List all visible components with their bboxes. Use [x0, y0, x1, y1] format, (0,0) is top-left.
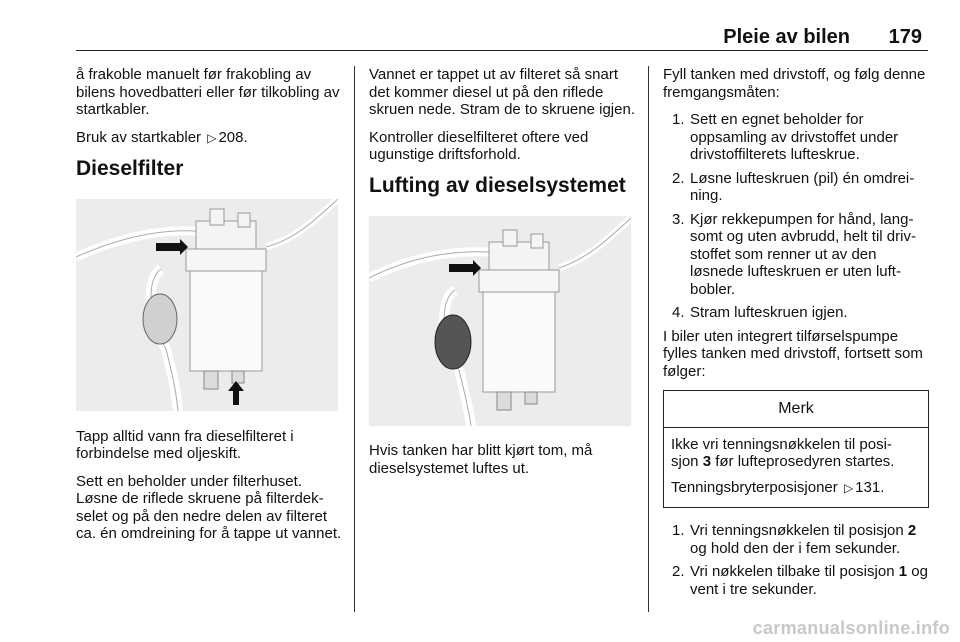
note-ref: Tenningsbryterposisjoner ▷ 131.: [671, 478, 885, 496]
page-number: 179: [888, 26, 922, 48]
paragraph-ref: Bruk av startkabler ▷ 208.: [76, 128, 248, 146]
page-header: [76, 22, 928, 51]
diesel-bleeding-illustration: [369, 216, 631, 426]
note-body: [664, 428, 928, 508]
paragraph: å frakoble manuelt før frakobling av bilens hovedbatteri eller før tilkobling av startkabler.: [76, 66, 340, 118]
paragraph: Hvis tanken har blitt kjørt tom, må dieselsystemet luftes ut.: [369, 442, 593, 477]
list-item: 2. Vri nøkkelen tilbake til posisjon 1 og vent i tre sekunder.: [672, 563, 928, 598]
page-ref-icon: ▷: [207, 130, 217, 145]
page-ref-icon: ▷: [843, 480, 854, 495]
paragraph: Sett en beholder under filterhuset. Løsne de riflede skruene på filterdek- selet og på den nedre delen av filteret ca. én omdreining for å tappe ut vannet.: [76, 472, 342, 542]
paragraph: Vannet er tappet ut av filteret så snart det kommer diesel ut på den riflede skruen nede. Stram de to skruene igjen.: [369, 66, 635, 118]
paragraph: Fyll tanken med drivstoff, og følg denne fremgangsmåten:: [663, 66, 926, 101]
note-box: [663, 390, 929, 508]
watermark: carmanualsonline.info: [752, 618, 950, 638]
heading-lufting: Lufting av dieselsystemet: [369, 173, 626, 197]
list-item: 3. Kjør rekkepumpen for hånd, lang- somt og uten avbrudd, helt til driv- stoffet som renner ut av den løsnede lufteskruen er uten luft- bobler.: [672, 210, 916, 298]
section-title: Pleie av bilen: [723, 26, 850, 48]
column-divider: [648, 66, 649, 612]
list-item: 1. Sett en egnet beholder for oppsamling av drivstoffet under drivstoffilterets lufteskrue.: [672, 111, 899, 163]
paragraph: I biler uten integrert tilførselspumpe fylles tanken med drivstoff, fortsett som følger:: [663, 327, 923, 380]
page-ref-link[interactable]: 208.: [218, 128, 248, 146]
procedure-list: [663, 111, 929, 322]
list-item: 2. Løsne lufteskruen (pil) én omdrei- ning.: [672, 169, 915, 204]
note-text: Ikke vri tenningsnøkkelen til posi- sjon 3 før lufteprosedyren startes.: [671, 435, 895, 470]
column-left: [76, 66, 342, 553]
heading-dieselfilter: Dieselfilter: [76, 157, 184, 180]
list-item: 1. Vri tenningsnøkkelen til posisjon 2 og hold den der i fem sekunder.: [672, 522, 917, 557]
column-right: [663, 66, 929, 604]
note-title: Merk: [664, 391, 928, 428]
page-ref-link[interactable]: 131.: [855, 478, 885, 496]
procedure-list-2: [663, 522, 929, 598]
diesel-filter-illustration: [76, 199, 338, 411]
list-item: 4. Stram lufteskruen igjen.: [672, 304, 848, 321]
column-divider: [354, 66, 355, 612]
column-middle: [369, 66, 635, 487]
paragraph: Kontroller dieselfilteret oftere ved ugunstige driftsforhold.: [369, 128, 589, 163]
paragraph: Tapp alltid vann fra dieselfilteret i forbindelse med oljeskift.: [76, 427, 294, 462]
